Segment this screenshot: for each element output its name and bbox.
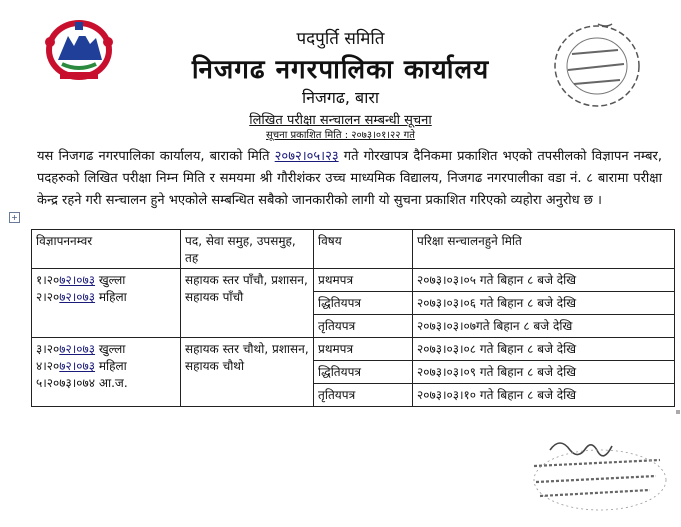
advert-line: ४।२०७२।०७३ महिला: [36, 359, 127, 373]
office-title: निजगढ नगरपालिका कार्यालय: [191, 55, 490, 85]
post-cell: सहायक स्तर पाँचौ, प्रशासन, सहायक पाँचौ: [181, 269, 314, 338]
table-row: [32, 269, 675, 292]
body-intro: यस निजगढ नगरपालिका कार्यालय, बाराको मिति: [37, 149, 275, 164]
office-address: निजगढ, बारा: [301, 88, 380, 107]
post-cell: सहायक स्तर चौथो, प्रशासन, सहायक चौथो: [181, 338, 314, 407]
header-exam-date: परिक्षा सन्चालनहुने मिति: [413, 230, 675, 269]
table-move-handle-icon[interactable]: +: [9, 212, 20, 223]
header-advert-no: विज्ञापननम्वर: [32, 230, 181, 269]
exam-date-cell: २०७३।०३।०७गते बिहान ८ बजे देखि: [413, 315, 675, 338]
exam-date-cell: २०७३।०३।०८ गते बिहान ८ बजे देखि: [413, 338, 675, 361]
advert-date: २०७२।०५।२३: [274, 149, 339, 164]
signature-stamp: [520, 430, 670, 520]
table-resize-handle-icon[interactable]: [676, 410, 680, 414]
header-subject: विषय: [314, 230, 413, 269]
advert-line: २।२०७२।०७३ महिला: [36, 290, 127, 304]
subject-cell: प्रथमपत्र: [314, 269, 413, 292]
exam-date-cell: २०७३।०३।०९ गते बिहान ८ बजे देखि: [413, 361, 675, 384]
advert-line: ३।२०७२।०७३ खुल्ला: [36, 342, 126, 356]
header-post: पद, सेवा समुह, उपसमुह, तह: [181, 230, 314, 269]
subject-cell: तृतियपत्र: [314, 315, 413, 338]
subject-cell: प्रथमपत्र: [314, 338, 413, 361]
notice-subject: लिखित परीक्षा सन्चालन सम्बन्धी सूचना: [249, 113, 432, 128]
publication-date: सूचना प्रकाशित मिति : २०७३।०१।२२ गते: [266, 130, 415, 141]
advert-line: १।२०७२।०७३ खुल्ला: [36, 273, 126, 287]
subject-cell: द्धितियपत्र: [314, 292, 413, 315]
advert-line: ५।२०७३।०७४ आ.ज.: [36, 376, 128, 390]
exam-date-cell: २०७३।०३।०६ गते बिहान ८ बजे देखि: [413, 292, 675, 315]
committee-name: पदपुर्ति समिति: [296, 29, 385, 49]
exam-schedule-table: [31, 229, 675, 407]
advert-numbers-cell: [32, 338, 181, 407]
body-rest: गते गोरखापत्र दैनिकमा प्रकाशित भएको तपसीलको विज्ञापन नम्बर, पदहरुको लिखित परीक्षा निम्न मिति र समयमा श्री गौरीशंकर उच्च माध्यमिक विद्यालय, निजगढ नगरपालीका वडा नं. ८ बारामा परीक्षा केन्द्र रहने गरी सन्चालन हुने भएकोले सम्बन्धित सबैको जानकारीको लागी यो सुचना प्रकाशित गरिएको व्यहोरा अनुरोध छ ।: [37, 149, 662, 208]
subject-cell: द्धितियपत्र: [314, 361, 413, 384]
advert-numbers-cell: [32, 269, 181, 338]
exam-date-cell: २०७३।०३।०५ गते बिहान ८ बजे देखि: [413, 269, 675, 292]
notice-body: [37, 146, 662, 212]
subject-cell: तृतियपत्र: [314, 384, 413, 407]
exam-date-cell: २०७३।०३।१० गते बिहान ८ बजे देखि: [413, 384, 675, 407]
table-header-row: [32, 230, 675, 269]
table-row: [32, 338, 675, 361]
